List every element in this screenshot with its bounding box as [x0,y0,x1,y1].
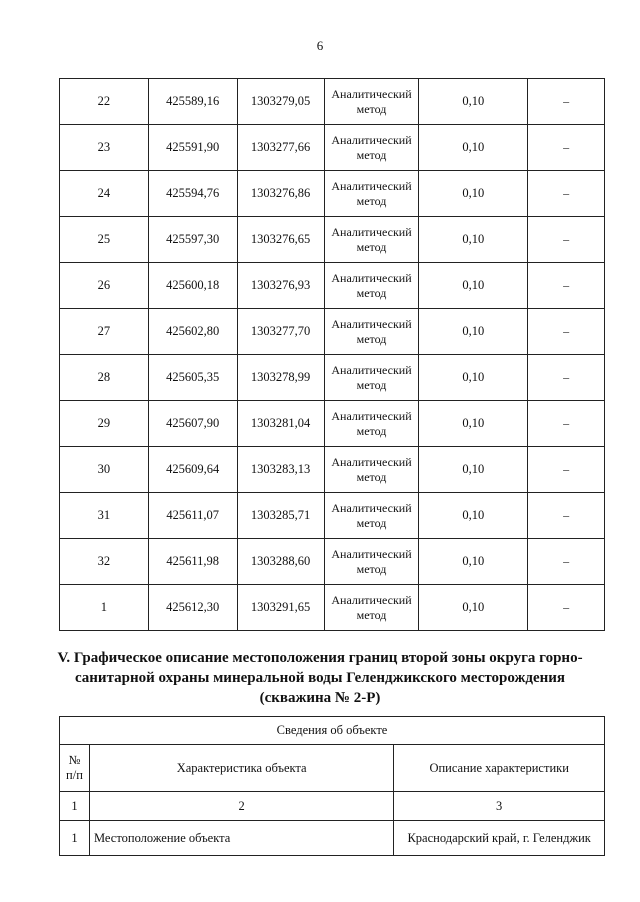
method-cell: Аналитический метод [324,539,419,585]
object-table-caption: Сведения об объекте [60,717,605,745]
table-row [60,309,605,355]
note-cell: – [528,447,605,493]
error-cell: 0,10 [419,539,528,585]
object-row-characteristic: Местоположение объекта [89,821,393,856]
note-cell: – [528,79,605,125]
index-cell: 2 [89,792,393,821]
coordinates-table-body [60,79,605,631]
table-row [60,125,605,171]
point-number-cell: 27 [60,309,149,355]
table-row [60,539,605,585]
note-cell: – [528,309,605,355]
table-row [60,585,605,631]
error-cell: 0,10 [419,79,528,125]
object-row-description: Краснодарский край, г. Геленджик [394,821,605,856]
note-cell: – [528,585,605,631]
note-cell: – [528,125,605,171]
table-row [60,171,605,217]
point-number-cell: 28 [60,355,149,401]
point-number-cell: 26 [60,263,149,309]
point-number-cell: 24 [60,171,149,217]
table-row [60,217,605,263]
method-cell: Аналитический метод [324,309,419,355]
x-coordinate-cell: 425589,16 [148,79,237,125]
header-characteristic: Характеристика объекта [89,745,393,792]
method-cell: Аналитический метод [324,171,419,217]
coordinates-table [59,78,605,631]
x-coordinate-cell: 425609,64 [148,447,237,493]
point-number-cell: 32 [60,539,149,585]
page-number: 6 [316,38,324,53]
error-cell: 0,10 [419,309,528,355]
index-cell: 3 [394,792,605,821]
method-cell: Аналитический метод [324,217,419,263]
x-coordinate-cell: 425602,80 [148,309,237,355]
x-coordinate-cell: 425611,98 [148,539,237,585]
y-coordinate-cell: 1303288,60 [237,539,324,585]
error-cell: 0,10 [419,447,528,493]
index-cell: 1 [60,792,90,821]
header-num: № п/п [60,745,90,792]
x-coordinate-cell: 425612,30 [148,585,237,631]
error-cell: 0,10 [419,355,528,401]
y-coordinate-cell: 1303276,86 [237,171,324,217]
note-cell: – [528,263,605,309]
x-coordinate-cell: 425605,35 [148,355,237,401]
method-cell: Аналитический метод [324,79,419,125]
y-coordinate-cell: 1303283,13 [237,447,324,493]
y-coordinate-cell: 1303276,93 [237,263,324,309]
note-cell: – [528,539,605,585]
x-coordinate-cell: 425594,76 [148,171,237,217]
table-row [60,355,605,401]
x-coordinate-cell: 425600,18 [148,263,237,309]
point-number-cell: 1 [60,585,149,631]
note-cell: – [528,493,605,539]
point-number-cell: 31 [60,493,149,539]
method-cell: Аналитический метод [324,355,419,401]
point-number-cell: 23 [60,125,149,171]
x-coordinate-cell: 425597,30 [148,217,237,263]
y-coordinate-cell: 1303285,71 [237,493,324,539]
note-cell: – [528,217,605,263]
method-cell: Аналитический метод [324,493,419,539]
note-cell: – [528,355,605,401]
x-coordinate-cell: 425607,90 [148,401,237,447]
method-cell: Аналитический метод [324,125,419,171]
note-cell: – [528,171,605,217]
object-row-num: 1 [60,821,90,856]
method-cell: Аналитический метод [324,585,419,631]
table-row [60,447,605,493]
method-cell: Аналитический метод [324,263,419,309]
error-cell: 0,10 [419,401,528,447]
y-coordinate-cell: 1303277,66 [237,125,324,171]
x-coordinate-cell: 425591,90 [148,125,237,171]
y-coordinate-cell: 1303276,65 [237,217,324,263]
error-cell: 0,10 [419,263,528,309]
y-coordinate-cell: 1303279,05 [237,79,324,125]
section-title: V. Графическое описание местоположения границ второй зоны округа горно-санитарной охраны минеральной воды Геленджикского месторождения (скважина № 2-Р) [57,650,583,706]
y-coordinate-cell: 1303278,99 [237,355,324,401]
x-coordinate-cell: 425611,07 [148,493,237,539]
table-row [60,263,605,309]
point-number-cell: 30 [60,447,149,493]
point-number-cell: 29 [60,401,149,447]
error-cell: 0,10 [419,585,528,631]
y-coordinate-cell: 1303277,70 [237,309,324,355]
table-row [60,79,605,125]
y-coordinate-cell: 1303281,04 [237,401,324,447]
header-description: Описание характеристики [394,745,605,792]
error-cell: 0,10 [419,217,528,263]
object-info-table [59,716,605,856]
table-row [60,493,605,539]
note-cell: – [528,401,605,447]
point-number-cell: 25 [60,217,149,263]
y-coordinate-cell: 1303291,65 [237,585,324,631]
table-row [60,401,605,447]
method-cell: Аналитический метод [324,447,419,493]
error-cell: 0,10 [419,125,528,171]
point-number-cell: 22 [60,79,149,125]
method-cell: Аналитический метод [324,401,419,447]
error-cell: 0,10 [419,171,528,217]
error-cell: 0,10 [419,493,528,539]
